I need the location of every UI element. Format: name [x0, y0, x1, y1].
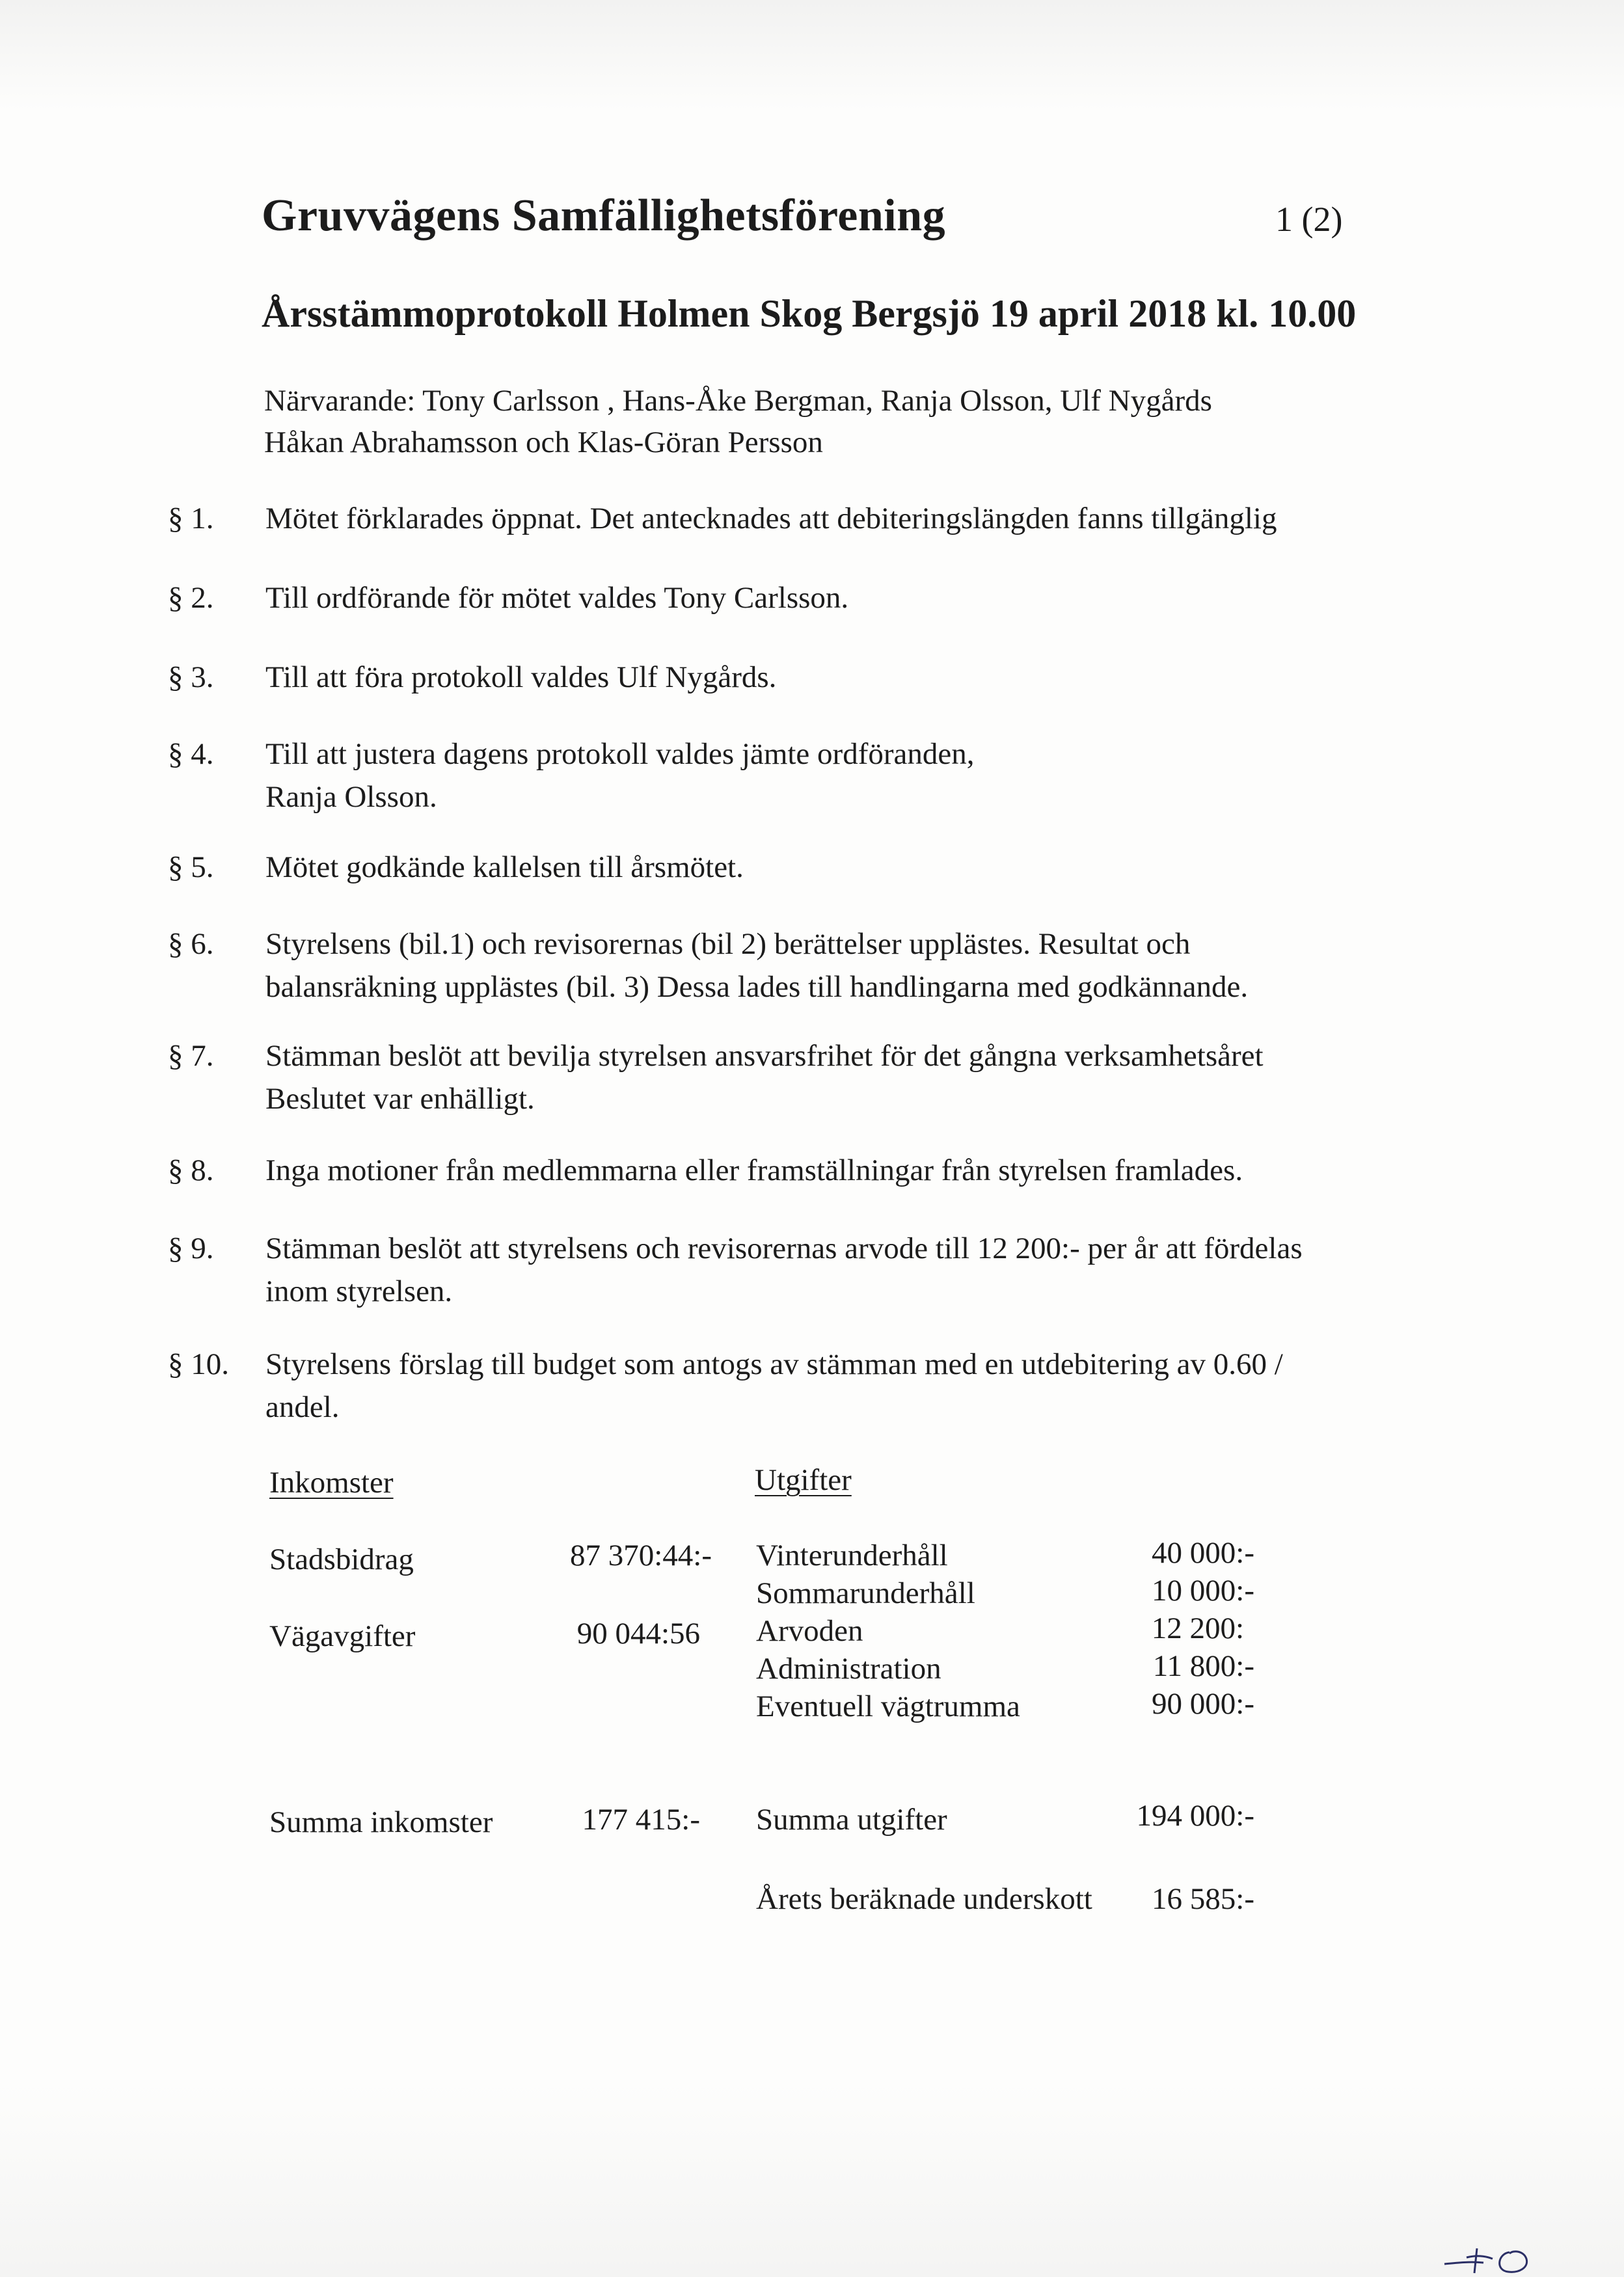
scan-shading-top [0, 0, 1624, 111]
section-number: § 9. [168, 1232, 214, 1265]
expense-amount: 90 000:- [1152, 1687, 1254, 1721]
section-line: Mötet godkände kallelsen till årsmötet. [265, 850, 744, 884]
section-text [265, 1343, 1411, 1429]
section-number: § 8. [168, 1153, 214, 1187]
section-number: § 4. [168, 737, 214, 771]
income-amount: 87 370:44:- [569, 1539, 712, 1572]
section-number: § 1. [168, 502, 214, 535]
section-number: § 3. [168, 660, 214, 694]
attendees [264, 380, 1212, 463]
section-line: Till att föra protokoll valdes Ulf Nygårds. [265, 660, 777, 694]
section-number: § 6. [168, 927, 214, 961]
section-number: § 10. [168, 1347, 229, 1381]
income-heading: Inkomster [269, 1466, 394, 1500]
section-line: Till att justera dagens protokoll valdes jämte ordföranden, [265, 737, 975, 771]
section-line: Till ordförande för mötet valdes Tony Carlsson. [265, 581, 849, 615]
expense-amount: 11 800:- [1152, 1649, 1254, 1683]
income-amount: 90 044:56 [576, 1617, 700, 1650]
section-line: Stämman beslöt att styrelsens och revisorernas arvode till 12 200:- per år att fördelas [265, 1232, 1303, 1265]
income-total: 177 415:- [582, 1803, 700, 1837]
organization-title: Gruvvägens Samfällighetsförening [262, 191, 946, 241]
expense-label: Vinterunderhåll [756, 1539, 948, 1572]
section-line: balansräkning upplästes (bil. 3) Dessa lades till handlingarna med godkännande. [265, 970, 1249, 1004]
expense-label: Sommarunderhåll [756, 1576, 975, 1610]
expense-amount: 40 000:- [1152, 1536, 1254, 1570]
scan-shading-bottom [0, 2082, 1624, 2277]
expense-amount: 12 200: [1151, 1611, 1244, 1645]
expense-label: Administration [756, 1652, 941, 1686]
section-line: Styrelsens förslag till budget som antogs av stämman med en utdebitering av 0.60 / [265, 1347, 1283, 1381]
section-text [265, 656, 1411, 699]
section-line: inom styrelsen. [265, 1274, 453, 1308]
deficit-label: Årets beräknade underskott [756, 1882, 1092, 1916]
section-number: § 5. [168, 850, 214, 884]
section-line: andel. [265, 1390, 340, 1424]
section-text [265, 1034, 1411, 1120]
section-text [265, 497, 1411, 540]
expenses-total: 194 000:- [1136, 1799, 1254, 1833]
section-line: Mötet förklarades öppnat. Det antecknades att debiteringslängden fanns tillgänglig [265, 502, 1277, 535]
expense-label: Arvoden [756, 1614, 863, 1648]
attendees-line: Närvarande: Tony Carlsson , Hans-Åke Bergman, Ranja Olsson, Ulf Nygårds [264, 384, 1212, 418]
section-text [265, 1149, 1411, 1192]
section-text [265, 576, 1411, 619]
income-total-label: Summa inkomster [269, 1805, 493, 1839]
initials-signature [1438, 2244, 1555, 2277]
expense-amount: 10 000:- [1152, 1574, 1254, 1608]
section-line: Ranja Olsson. [265, 780, 437, 814]
section-line: Beslutet var enhälligt. [265, 1082, 535, 1116]
income-label: Vägavgifter [269, 1619, 416, 1653]
expense-label: Eventuell vägtrumma [756, 1690, 1020, 1723]
protocol-title: Årsstämmoprotokoll Holmen Skog Bergsjö 19 april 2018 kl. 10.00 [262, 292, 1357, 335]
expenses-total-label: Summa utgifter [756, 1803, 947, 1837]
section-text [265, 923, 1411, 1008]
expenses-heading: Utgifter [755, 1463, 852, 1497]
section-number: § 2. [168, 581, 214, 615]
section-line: Stämman beslöt att bevilja styrelsen ansvarsfrihet för det gångna verksamhetsåret [265, 1039, 1264, 1073]
section-line: Inga motioner från medlemmarna eller framställningar från styrelsen framlades. [265, 1153, 1243, 1187]
attendees-line: Håkan Abrahamsson och Klas-Göran Persson [264, 425, 823, 459]
page-number: 1 (2) [1275, 200, 1343, 239]
deficit-amount: 16 585:- [1152, 1882, 1254, 1916]
income-label: Stadsbidrag [269, 1543, 414, 1576]
section-text [265, 1227, 1411, 1313]
section-text [265, 733, 1411, 818]
section-text [265, 846, 1411, 889]
section-line: Styrelsens (bil.1) och revisorernas (bil 2) berättelser upplästes. Resultat och [265, 927, 1191, 961]
section-number: § 7. [168, 1039, 214, 1073]
